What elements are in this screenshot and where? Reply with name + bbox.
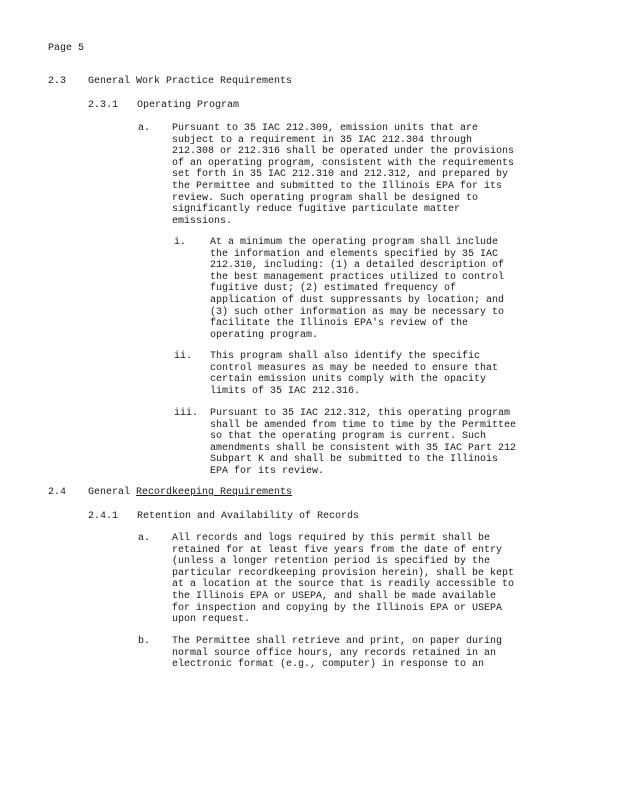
text-line: This program shall also identify the specific: [210, 351, 481, 362]
text-line: the Illinois EPA or USEPA, and shall be made available: [172, 590, 497, 602]
text-line: Subpart K and shall be submitted to the Illinois: [210, 454, 499, 466]
text-line: All records and logs required by this permit shall be: [172, 533, 491, 544]
text-line: EPA for its review.: [210, 465, 325, 477]
text-line: control measures as may be needed to ensure that: [210, 362, 499, 374]
paragraph-operating-program-a: [172, 123, 514, 227]
text-line: electronic format (e.g., computer) in response to an: [172, 659, 485, 671]
item-marker-iii: iii.: [174, 408, 199, 419]
text-line: so that the operating program is current. Such: [210, 431, 487, 443]
text-line: facilitate the Illinois EPA's review of the: [210, 318, 469, 330]
page-number: Page 5: [48, 43, 85, 54]
text-line: review. Such operating program shall be designed to: [172, 192, 479, 204]
text-line: of an operating program, consistent with the requirements: [172, 157, 515, 169]
subsection-title-2-4-1: Retention and Availability of Records: [137, 511, 360, 522]
text-line: the information and elements specified by 35 IAC: [210, 248, 499, 260]
paragraph-operating-program-i: [210, 237, 504, 341]
text-line: the Permittee and submitted to the Illinois EPA for its: [172, 180, 503, 192]
text-line: shall be amended from time to time by the Permittee: [210, 419, 517, 431]
text-line: significantly reduce fugitive particulate matter: [172, 204, 461, 216]
item-marker-b: b.: [138, 636, 151, 647]
text-line: (3) such other information as may be necessary to: [210, 306, 505, 318]
paragraph-operating-program-ii: [210, 351, 498, 397]
text-line: Pursuant to 35 IAC 212.312, this operating program: [210, 408, 511, 419]
item-marker-a: a.: [138, 123, 151, 134]
text-line: for inspection and copying by the Illinois EPA or USEPA: [172, 602, 503, 614]
text-line: application of dust suppressants by location; and: [210, 294, 505, 306]
text-line: retained for at least five years from the date of entry: [172, 544, 503, 556]
paragraph-operating-program-iii: [210, 408, 516, 478]
section-title-2-4-underlined: Recordkeeping Requirements: [136, 487, 293, 498]
text-line: The Permittee shall retrieve and print, on paper during: [172, 636, 503, 647]
subsection-number-2-4-1: 2.4.1: [88, 511, 119, 522]
text-line: amendments shall be consistent with 35 IAC Part 212: [210, 442, 517, 454]
text-line: subject to a requirement in 35 IAC 212.304 through: [172, 134, 473, 146]
text-line: at a location at the source that is readily accessible to: [172, 579, 515, 591]
paragraph-retention-a: [172, 533, 514, 626]
text-line: set forth in 35 IAC 212.310 and 212.312, and prepared by: [172, 169, 509, 181]
text-line: normal source office hours, any records retained in an: [172, 647, 497, 659]
text-line: At a minimum the operating program shall include: [210, 237, 499, 248]
section-title-2-4-plain: General: [88, 487, 137, 498]
text-line: the best management practices utilized to control: [210, 271, 505, 283]
text-line: emissions.: [172, 215, 233, 227]
text-line: upon request.: [172, 614, 251, 626]
text-line: certain emission units comply with the opacity: [210, 374, 487, 386]
text-line: fugitive dust; (2) estimated frequency of: [210, 283, 457, 295]
text-line: (unless a longer retention period is specified by the: [172, 556, 491, 568]
text-line: 212.308 or 212.316 shall be operated under the provisions: [172, 146, 515, 158]
subsection-title-2-3-1: Operating Program: [137, 100, 240, 111]
subsection-number-2-3-1: 2.3.1: [88, 100, 119, 111]
text-line: limits of 35 IAC 212.316.: [210, 385, 361, 397]
text-line: 212.310, including: (1) a detailed description of: [210, 260, 505, 272]
item-marker-ii: ii.: [174, 351, 193, 362]
section-title-2-3: General Work Practice Requirements: [88, 76, 293, 87]
text-line: operating program.: [210, 329, 319, 341]
item-marker-i: i.: [174, 237, 187, 248]
section-number-2-4: 2.4: [48, 487, 67, 498]
text-line: particular recordkeeping provision herein), shall be kept: [172, 567, 515, 579]
section-number-2-3: 2.3: [48, 76, 67, 87]
item-marker-a: a.: [138, 533, 151, 544]
text-line: Pursuant to 35 IAC 212.309, emission units that are: [172, 123, 479, 134]
paragraph-retention-b: [172, 636, 502, 671]
section-title-2-4: [88, 487, 292, 499]
